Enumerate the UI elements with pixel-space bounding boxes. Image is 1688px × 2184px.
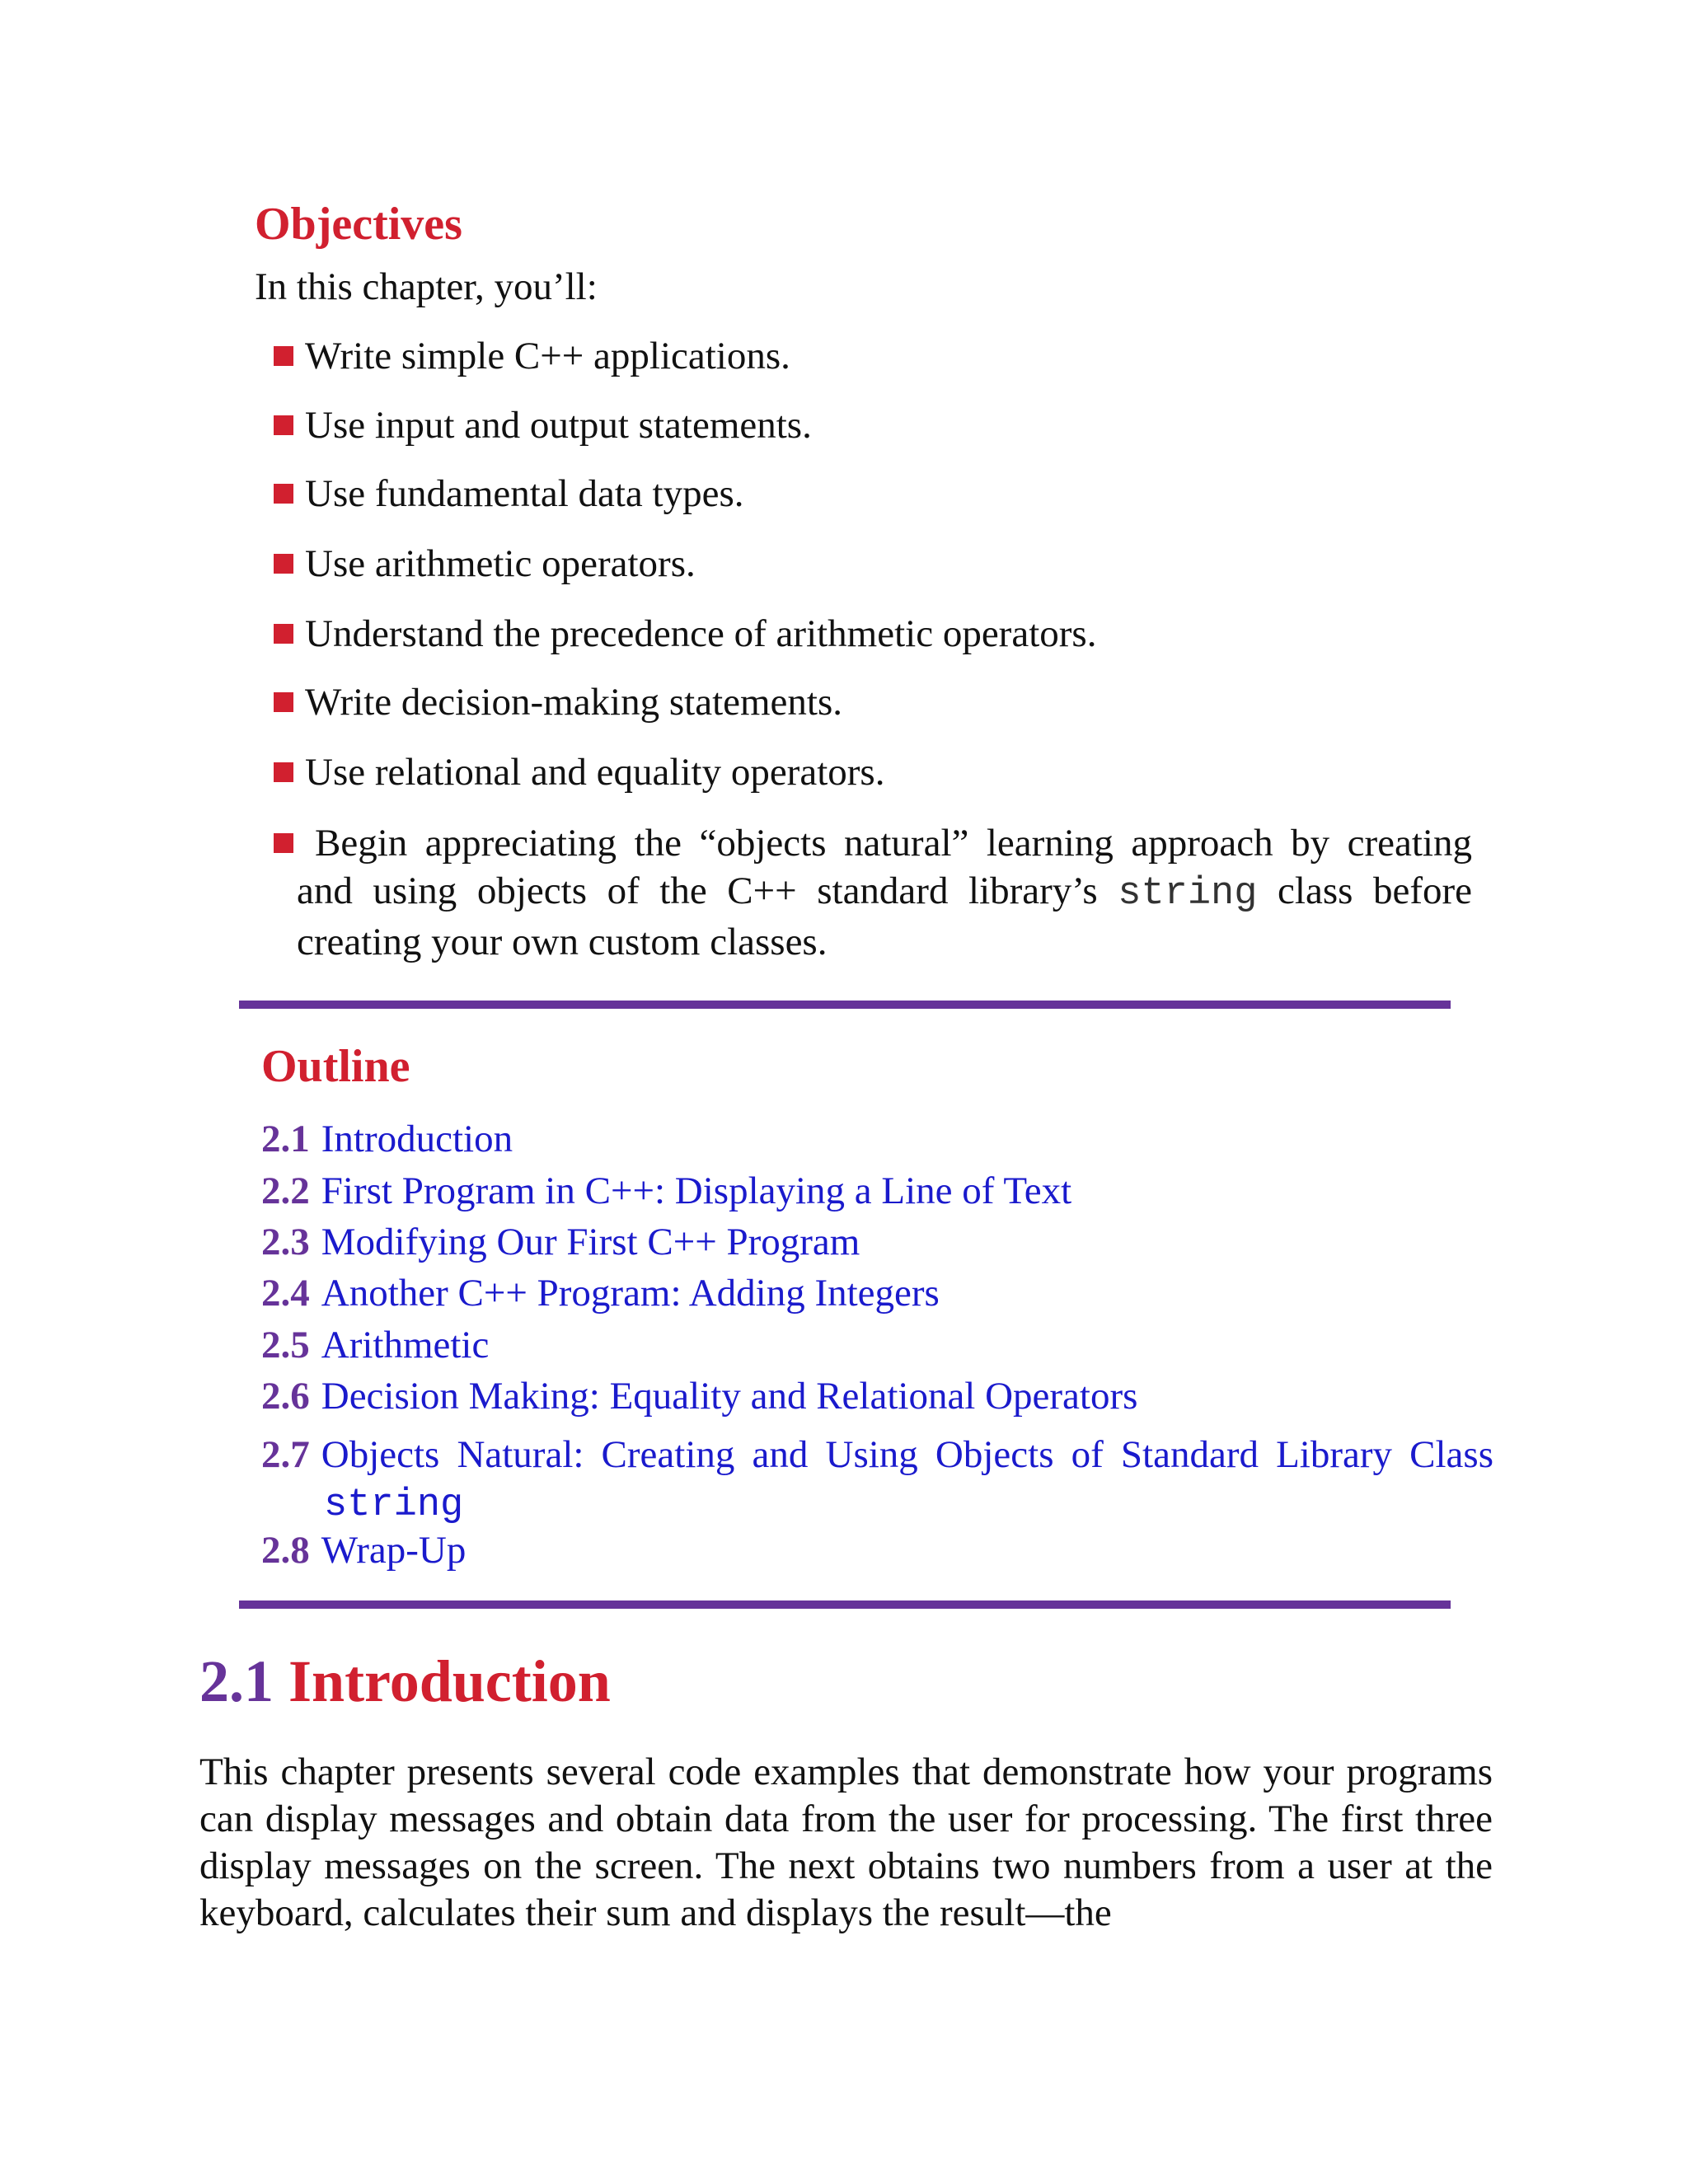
square-bullet-icon	[274, 762, 293, 782]
outline-link-2-4[interactable]: 2.4 Another C++ Program: Adding Integers	[261, 1272, 940, 1315]
outline-bottom-rule	[239, 1601, 1451, 1609]
objective-item: Write simple C++ applications.	[274, 331, 790, 381]
section-paragraph: This chapter presents several code examples that demonstrate how your programs can display messages and obtain data from the user for processing. The first three display messages on the screen. The next obtains two numbers from a user at the keyboard, calculates their sum and displays the result—the	[199, 1750, 1493, 1934]
objective-item-long: Begin appreciating the “objects natural” learning approach by creating and using objects of the C++ standard library’s string class before creating your own custom classes.	[274, 819, 1472, 966]
square-bullet-icon	[274, 346, 293, 366]
section-heading: 2.1 Introduction	[199, 1648, 611, 1714]
square-bullet-icon	[274, 415, 293, 435]
objective-item: Use fundamental data types.	[274, 469, 744, 518]
objective-item: Use relational and equality operators.	[274, 748, 884, 797]
objective-item: Write decision-making statements.	[274, 677, 842, 727]
outline-link-2-6[interactable]: 2.6 Decision Making: Equality and Relational Operators	[261, 1375, 1138, 1418]
square-bullet-icon	[274, 484, 293, 504]
objective-item: Use input and output statements.	[274, 401, 812, 450]
square-bullet-icon	[274, 833, 293, 853]
objective-item: Understand the precedence of arithmetic operators.	[274, 609, 1096, 658]
outline-link-2-5[interactable]: 2.5 Arithmetic	[261, 1324, 490, 1366]
objectives-intro: In this chapter, you’ll:	[255, 265, 598, 308]
square-bullet-icon	[274, 624, 293, 644]
outline-link-2-1[interactable]: 2.1 Introduction	[261, 1118, 513, 1160]
outline-heading: Outline	[261, 1041, 410, 1092]
outline-top-rule	[239, 1001, 1451, 1009]
outline-link-2-2[interactable]: 2.2 First Program in C++: Displaying a Line of Text	[261, 1169, 1072, 1212]
square-bullet-icon	[274, 692, 293, 712]
objectives-heading: Objectives	[255, 199, 462, 250]
code-string: string	[1118, 872, 1258, 916]
code-string: string	[324, 1483, 464, 1527]
square-bullet-icon	[274, 554, 293, 574]
objective-item: Use arithmetic operators.	[274, 539, 696, 588]
outline-link-2-8[interactable]: 2.8 Wrap-Up	[261, 1529, 467, 1572]
outline-link-2-7[interactable]: 2.7 Objects Natural: Creating and Using Objects of Standard Library Class string	[261, 1433, 1493, 1527]
outline-link-2-3[interactable]: 2.3 Modifying Our First C++ Program	[261, 1221, 860, 1263]
